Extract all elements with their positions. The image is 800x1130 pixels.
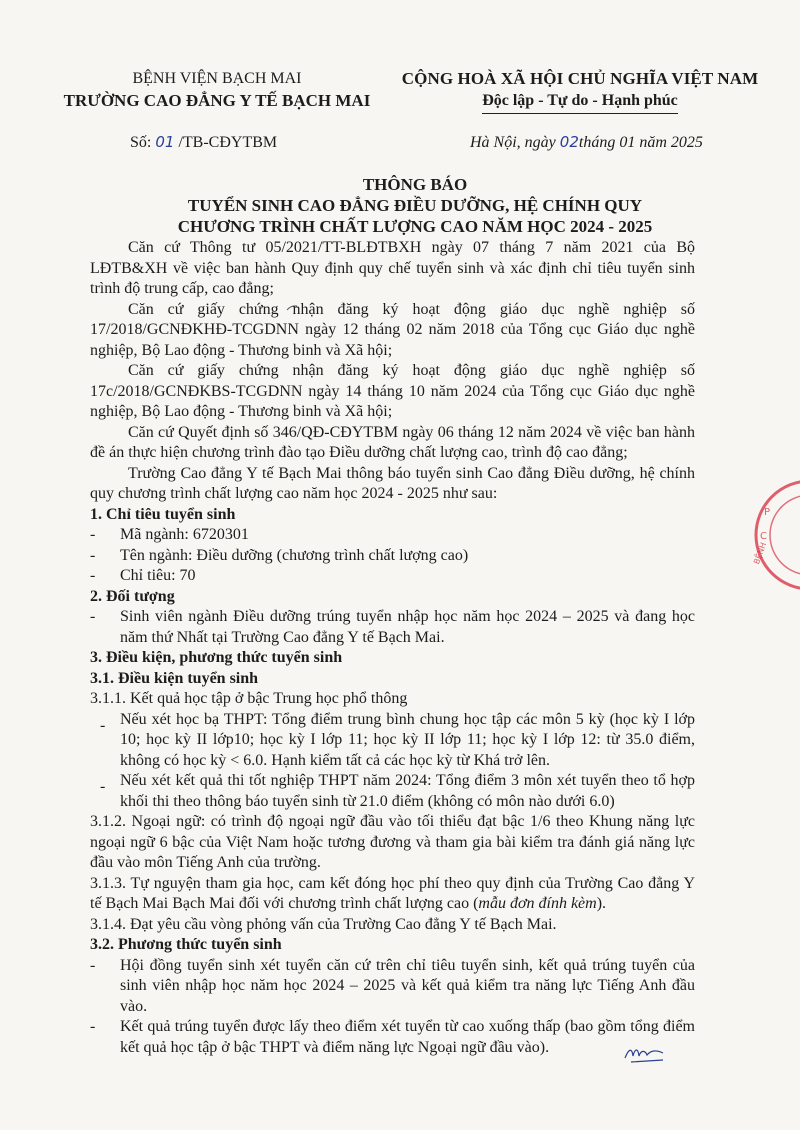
svg-text:C: C xyxy=(760,531,767,542)
pen-mark-icon xyxy=(286,304,298,312)
list-item-text: Chỉ tiêu: 70 xyxy=(120,567,196,584)
list-item: - Kết quả trúng tuyển được lấy theo điểm xét tuyển từ cao xuống thấp (bao gồm tổng điểm kết quả học tập ở bậc THPT và điểm năng lực Ngoại ngữ đầu vào). xyxy=(90,1018,695,1056)
clause-314: 3.1.4. Đạt yêu cầu vòng phỏng vấn của Trường Cao đẳng Y tế Bạch Mai. xyxy=(90,915,557,933)
title-line-3: CHƯƠNG TRÌNH CHẤT LƯỢNG CAO NĂM HỌC 2024 - 2025 xyxy=(177,217,653,236)
date-suffix: tháng 01 năm 2025 xyxy=(578,134,703,151)
list-item: - Sinh viên ngành Điều dưỡng trúng tuyển nhập học năm học 2024 – 2025 và đang học năm thứ Nhất tại Trường Cao đẳng Y tế Bạch Mai. xyxy=(90,608,695,646)
document-date xyxy=(470,133,703,152)
section-heading: 2. Đối tượng xyxy=(90,587,175,605)
list-item: - Tên ngành: Điều dưỡng (chương trình chất lượng cao) xyxy=(90,546,469,564)
doc-no-prefix: Số: xyxy=(130,134,156,151)
national-motto: Độc lập - Tự do - Hạnh phúc xyxy=(482,90,678,114)
issuer-block xyxy=(52,68,382,112)
list-item-text: Mã ngành: 6720301 xyxy=(120,526,249,543)
preamble-paragraph: Căn cứ giấy chứng nhận đăng ký hoạt động giáo dục nghề nghiệp số 17c/2018/GCNĐKBS-TCGDNN ngày 14 tháng 10 năm 2024 của Tổng cục Giáo dục nghề nghiệp, Bộ Lao động - Thương binh và Xã hội; xyxy=(90,362,695,420)
section-heading: 3. Điều kiện, phương thức tuyển sinh xyxy=(90,649,343,666)
title-line-2: TUYỂN SINH CAO ĐẲNG ĐIỀU DƯỠNG, HỆ CHÍNH QUY xyxy=(187,196,643,215)
preamble-paragraph: Trường Cao đẳng Y tế Bạch Mai thông báo tuyển sinh Cao đẳng Điều dưỡng, hệ chính quy chương trình chất lượng cao năm học 2024 - 2025 như sau: xyxy=(90,464,695,502)
list-item: - Chỉ tiêu: 70 xyxy=(90,567,196,584)
preamble-paragraph: Căn cứ Thông tư 05/2021/TT-BLĐTBXH ngày 07 tháng 7 năm 2021 của Bộ LĐTB&XH về việc ban hành Quy định quy chế tuyển sinh và xác định chỉ tiêu tuyển sinh trình độ trung cấp, cao đẳng; xyxy=(90,239,695,297)
preamble-paragraph: Căn cứ Quyết định số 346/QĐ-CĐYTBM ngày 06 tháng 12 năm 2024 về việc ban hành đề án thực hiện chương trình đào tạo Điều dưỡng chất lượng cao, trình độ cao đẳng; xyxy=(90,423,695,461)
list-item: - Nếu xét kết quả thi tốt nghiệp THPT năm 2024: Tổng điểm 3 môn xét tuyển theo tổ hợp khối thi theo thông báo tuyển sinh từ 21.0 điểm (không có môn nào dưới 6.0) xyxy=(100,772,695,810)
doc-no-handwritten: 01 xyxy=(155,133,175,151)
notice-body xyxy=(90,238,695,1058)
list-item-text: Nếu xét học bạ THPT: Tổng điểm trung bình chung học tập các môn 5 kỳ (học kỳ I lớp 10; học kỳ II lớp10; học kỳ I lớp 11; học kỳ II lớp 11; học kỳ I lớp 12: từ 35.0 điểm, không có học kỳ < 6.0. Hạnh kiểm tất cả các học kỳ từ Khá trở lên. xyxy=(120,710,695,769)
attached-form-ref: mẫu đơn đính kèm xyxy=(478,895,597,912)
svg-text:P: P xyxy=(764,507,771,518)
document-number xyxy=(130,133,277,152)
section-heading: 1. Chỉ tiêu tuyển sinh xyxy=(90,505,236,523)
subsection-heading: 3.2. Phương thức tuyển sinh xyxy=(90,936,282,953)
clause-313-end: ). xyxy=(596,895,607,912)
list-item: - Hội đồng tuyển sinh xét tuyển căn cứ trên chỉ tiêu tuyển sinh, kết quả trúng tuyển của sinh viên nhập học năm học 2024 – 2025 và kết quả kiểm tra năng lực Tiếng Anh đầu vào. xyxy=(90,956,695,1015)
list-item-text: Nếu xét kết quả thi tốt nghiệp THPT năm 2024: Tổng điểm 3 môn xét tuyển theo tổ hợp khối thi theo thông báo tuyển sinh từ 21.0 điểm (không có môn nào dưới 6.0) xyxy=(120,772,695,810)
national-title: CỘNG HOÀ XÃ HỘI CHỦ NGHĨA VIỆT NAM xyxy=(401,69,759,88)
preamble-paragraph: Căn cứ giấy chứng nhận đăng ký hoạt động giáo dục nghề nghiệp số 17/2018/GCNĐKHĐ-TCGDNN ngày 12 tháng 02 năm 2018 của Tổng cục Giáo dục nghề nghiệp, Bộ Lao động - Thương binh và Xã hội; xyxy=(90,300,695,359)
list-item-text: Tên ngành: Điều dưỡng (chương trình chất lượng cao) xyxy=(120,546,469,564)
date-handwritten-day: 02 xyxy=(559,133,579,151)
issuing-organization: TRƯỜNG CAO ĐẲNG Y TẾ BẠCH MAI xyxy=(63,91,371,110)
title-line-1: THÔNG BÁO xyxy=(362,175,468,194)
clause-312: 3.1.2. Ngoại ngữ: có trình độ ngoại ngữ đầu vào tối thiểu đạt bậc 1/6 theo Khung năng lực ngoại ngữ 6 bậc của Việt Nam hoặc tương đương và tham gia bài kiểm tra đánh giá năng lực đầu vào môn Tiếng Anh của trường. xyxy=(90,813,695,871)
clause-311: 3.1.1. Kết quả học tập ở bậc Trung học phổ thông xyxy=(90,690,408,707)
list-item: - Mã ngành: 6720301 xyxy=(90,526,249,543)
clause-313-text: 3.1.3. Tự nguyện tham gia học, cam kết đóng học phí theo quy định của Trường Cao đẳng Y tế Bạch Mai Bạch Mai đối với chương trình chất lượng cao ( xyxy=(90,874,695,912)
list-item-text: Sinh viên ngành Điều dưỡng trúng tuyển nhập học năm học 2024 – 2025 và đang học năm thứ Nhất tại Trường Cao đẳng Y tế Bạch Mai. xyxy=(120,608,695,646)
date-prefix: Hà Nội, ngày xyxy=(470,134,560,151)
list-item-text: Hội đồng tuyển sinh xét tuyển căn cứ trên chỉ tiêu tuyển sinh, kết quả trúng tuyển của sinh viên nhập học năm học 2024 – 2025 và kết quả kiểm tra năng lực Tiếng Anh đầu vào. xyxy=(120,956,695,1015)
svg-text:BỆNH: BỆNH xyxy=(752,541,769,566)
subsection-heading: 3.1. Điều kiện tuyển sinh xyxy=(90,669,259,687)
parent-organization: BỆNH VIỆN BẠCH MAI xyxy=(132,70,302,87)
doc-no-suffix: /TB-CĐYTBM xyxy=(174,134,278,151)
list-item: - Nếu xét học bạ THPT: Tổng điểm trung bình chung học tập các môn 5 kỳ (học kỳ I lớp 10; học kỳ II lớp10; học kỳ I lớp 11; học kỳ II lớp 11; học kỳ I lớp 12: từ 35.0 điểm, không có học kỳ < 6.0. Hạnh kiểm tất cả các học kỳ từ Khá trở lên. xyxy=(100,710,695,769)
national-motto-block xyxy=(380,68,780,114)
initial-signature-icon xyxy=(623,1044,667,1064)
list-item-text: Kết quả trúng tuyển được lấy theo điểm xét tuyển từ cao xuống thấp (bao gồm tổng điểm kết quả học tập ở bậc THPT và điểm năng lực Ngoại ngữ đầu vào). xyxy=(120,1018,695,1056)
clause-313 xyxy=(90,874,695,915)
notice-title xyxy=(60,174,770,237)
seal-stamp-icon xyxy=(750,475,800,595)
